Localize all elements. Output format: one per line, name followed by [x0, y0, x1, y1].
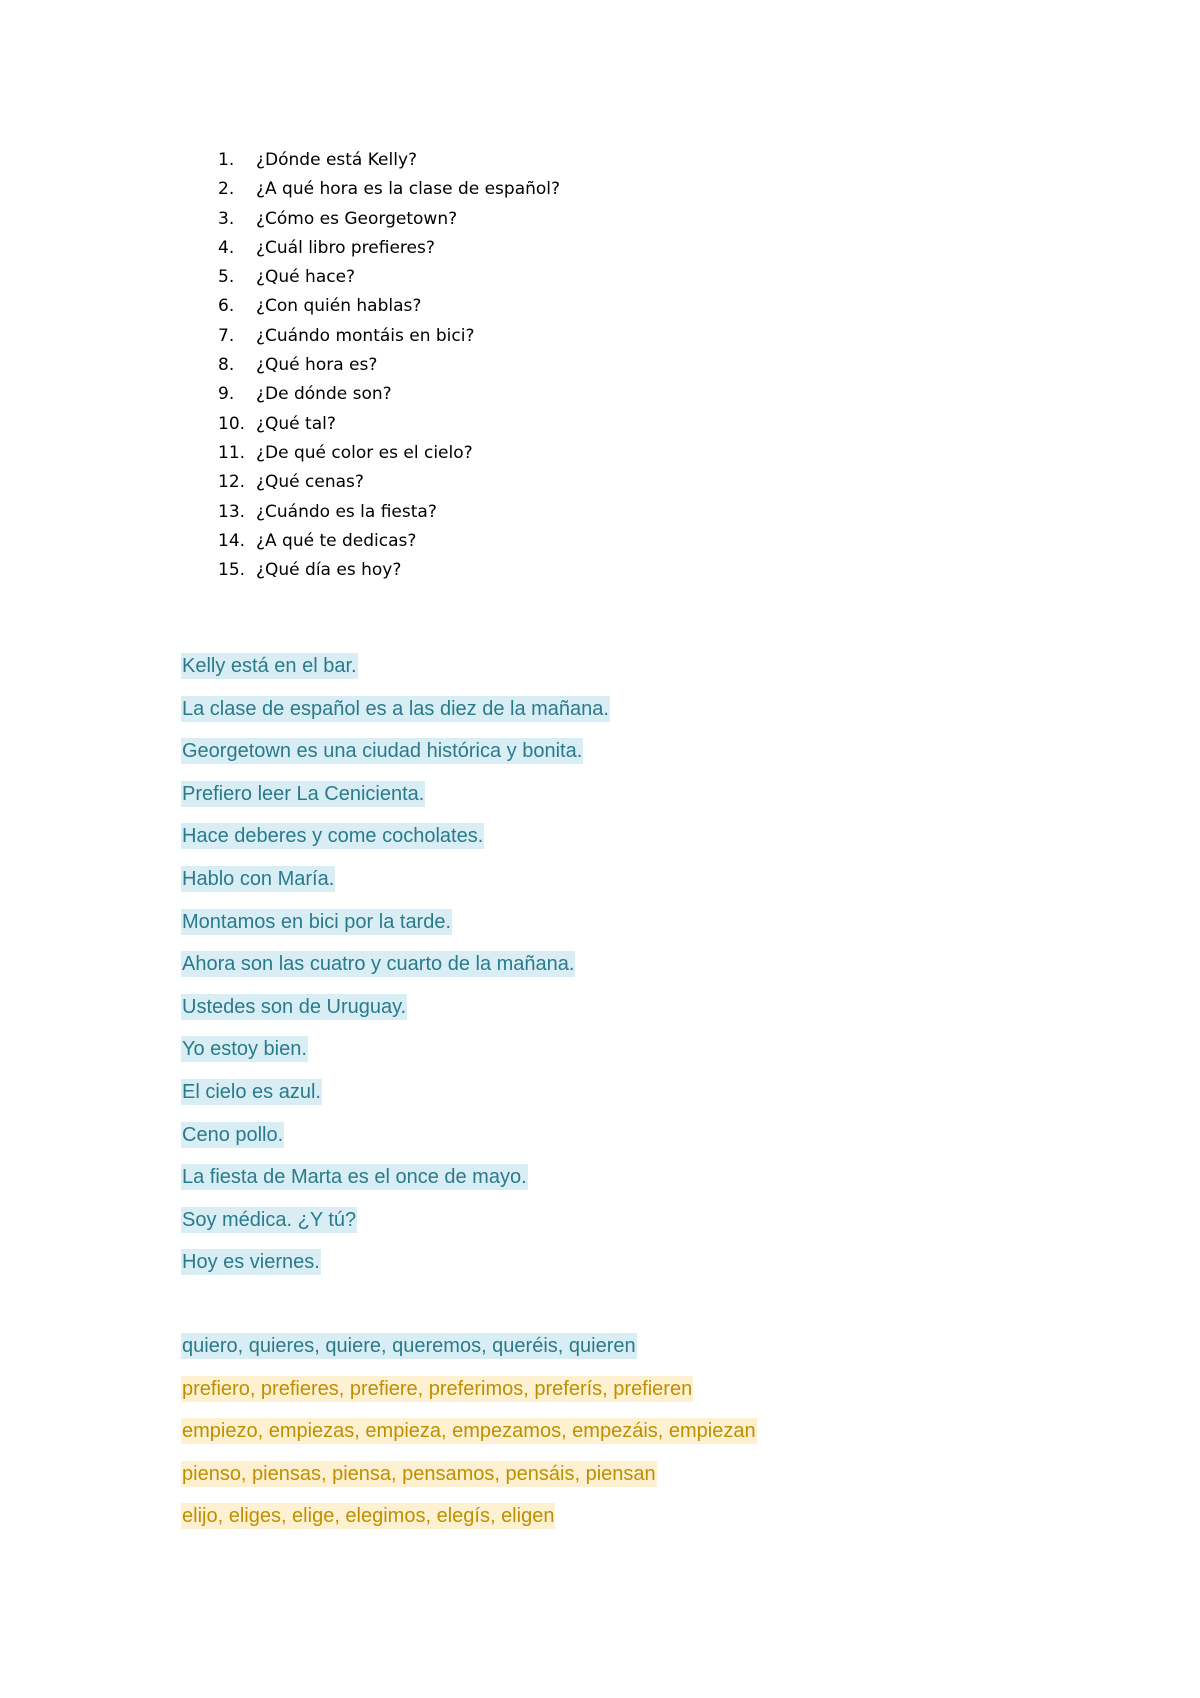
answer-line	[181, 645, 610, 688]
question-number: 2.	[218, 179, 235, 200]
question-text: ¿Cuándo es la fiesta?	[256, 501, 437, 522]
list-item	[218, 439, 560, 468]
answer-text: Yo estoy bien.	[182, 1038, 307, 1061]
answer-line	[181, 1241, 610, 1284]
question-number: 15.	[218, 560, 246, 581]
conjugation-text: empiezo, empiezas, empieza, empezamos, empezáis, empiezan	[182, 1420, 756, 1443]
question-text: ¿Qué tal?	[256, 413, 336, 434]
answer-line	[181, 901, 610, 944]
answer-line	[181, 1071, 610, 1114]
answer-text: Ahora son las cuatro y cuarto de la mañana.	[182, 953, 575, 976]
answer-text: Hace deberes y come cocholates.	[182, 825, 484, 848]
list-item	[218, 527, 560, 556]
conjugation-line	[181, 1453, 757, 1496]
answer-line	[181, 986, 610, 1029]
list-item	[218, 263, 560, 292]
answer-text: Montamos en bici por la tarde.	[182, 910, 452, 933]
conjugation-text: elijo, eliges, elige, elegimos, elegís, eligen	[182, 1505, 555, 1528]
question-text: ¿De dónde son?	[256, 384, 392, 405]
question-number: 10.	[218, 413, 246, 434]
question-text: ¿De qué color es el cielo?	[256, 442, 473, 463]
list-item	[218, 351, 560, 380]
question-number: 13.	[218, 501, 246, 522]
question-text: ¿Qué día es hoy?	[256, 560, 402, 581]
question-text: ¿Qué cenas?	[256, 472, 364, 493]
question-number: 4.	[218, 237, 235, 258]
answer-text: El cielo es azul.	[182, 1080, 321, 1103]
question-number: 6.	[218, 296, 235, 317]
list-item	[218, 234, 560, 263]
list-item	[218, 556, 560, 585]
answer-text: Ustedes son de Uruguay.	[182, 995, 407, 1018]
question-text: ¿Cuál libro prefieres?	[256, 237, 435, 258]
answer-line	[181, 1199, 610, 1242]
question-number: 3.	[218, 208, 235, 229]
question-number: 12.	[218, 472, 246, 493]
question-text: ¿Con quién hablas?	[256, 296, 422, 317]
question-text: ¿A qué te dedicas?	[256, 530, 417, 551]
answer-line	[181, 730, 610, 773]
answer-line	[181, 1114, 610, 1157]
answer-list	[181, 645, 610, 1284]
answer-text: Prefiero leer La Cenicienta.	[182, 782, 425, 805]
answer-line	[181, 773, 610, 816]
answer-line	[181, 943, 610, 986]
question-number: 9.	[218, 384, 235, 405]
list-item	[218, 146, 560, 175]
answer-line	[181, 815, 610, 858]
question-number: 8.	[218, 355, 235, 376]
answer-text: Hablo con María.	[182, 867, 335, 890]
answer-text: Georgetown es una ciudad histórica y bonita.	[182, 740, 583, 763]
question-text: ¿Qué hora es?	[256, 355, 378, 376]
answer-text: Kelly está en el bar.	[182, 655, 357, 677]
conjugation-text: pienso, piensas, piensa, pensamos, pensáis, piensan	[182, 1462, 656, 1485]
conjugation-line	[181, 1410, 757, 1453]
question-text: ¿Cómo es Georgetown?	[256, 208, 458, 229]
conjugation-text: prefiero, prefieres, prefiere, preferimos, preferís, prefieren	[182, 1377, 693, 1400]
question-text: ¿Dónde está Kelly?	[256, 150, 418, 170]
answer-line	[181, 858, 610, 901]
answer-line	[181, 1028, 610, 1071]
list-item	[218, 410, 560, 439]
conjugation-list	[181, 1325, 757, 1538]
question-text: ¿A qué hora es la clase de español?	[256, 179, 561, 200]
conjugation-text: quiero, quieres, quiere, queremos, queréis, quieren	[182, 1335, 636, 1357]
list-item	[218, 322, 560, 351]
question-text: ¿Qué hace?	[256, 267, 356, 288]
list-item	[218, 380, 560, 409]
answer-line	[181, 688, 610, 731]
answer-text: La clase de español es a las diez de la mañana.	[182, 697, 609, 720]
answer-text: La fiesta de Marta es el once de mayo.	[182, 1166, 527, 1189]
conjugation-line	[181, 1368, 757, 1411]
question-number: 5.	[218, 267, 235, 288]
question-text: ¿Cuándo montáis en bici?	[256, 325, 475, 346]
question-number: 7.	[218, 325, 235, 346]
question-number: 11.	[218, 442, 246, 463]
answer-text: Ceno pollo.	[182, 1123, 284, 1146]
question-number: 14.	[218, 530, 246, 551]
conjugation-line	[181, 1495, 757, 1538]
conjugation-line	[181, 1325, 757, 1368]
answer-text: Hoy es viernes.	[182, 1251, 320, 1274]
list-item	[218, 205, 560, 234]
answer-line	[181, 1156, 610, 1199]
list-item	[218, 468, 560, 497]
list-item	[218, 292, 560, 321]
list-item	[218, 498, 560, 527]
answer-text: Soy médica. ¿Y tú?	[182, 1208, 357, 1231]
question-list	[218, 146, 560, 585]
list-item	[218, 175, 560, 204]
question-number: 1.	[218, 150, 235, 170]
